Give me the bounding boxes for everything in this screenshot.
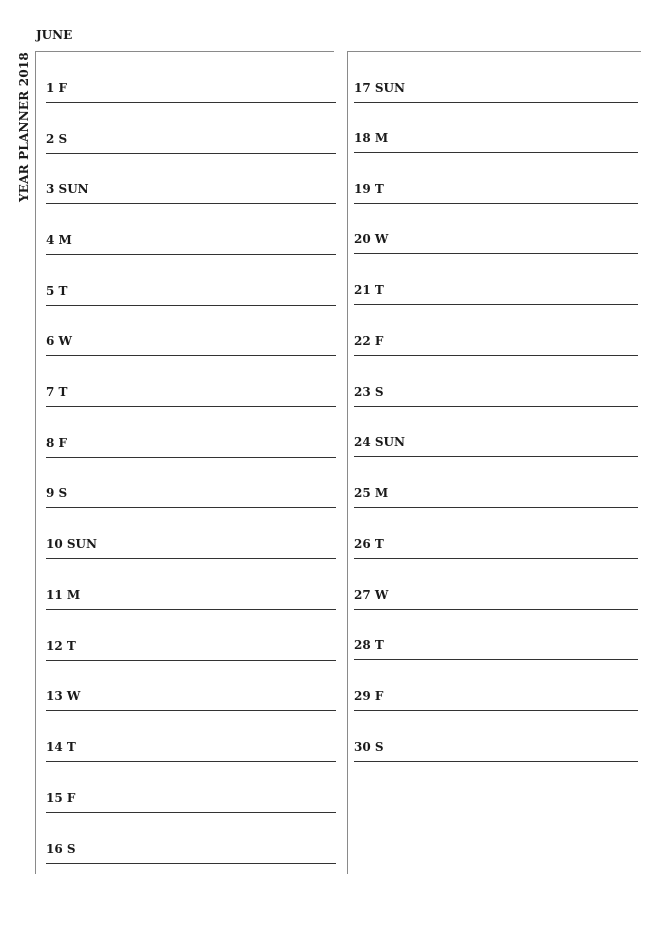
day-row-3[interactable]: 3 SUN bbox=[46, 179, 336, 204]
day-row-6[interactable]: 6 W bbox=[46, 331, 336, 356]
day-row-25[interactable]: 25 M bbox=[354, 483, 638, 508]
day-row-5[interactable]: 5 T bbox=[46, 281, 336, 306]
day-row-22[interactable]: 22 F bbox=[354, 331, 638, 356]
day-row-8[interactable]: 8 F bbox=[46, 433, 336, 458]
day-row-4[interactable]: 4 M bbox=[46, 230, 336, 255]
day-row-9[interactable]: 9 S bbox=[46, 483, 336, 508]
day-row-21[interactable]: 21 T bbox=[354, 280, 638, 305]
day-row-26[interactable]: 26 T bbox=[354, 534, 638, 559]
day-row-10[interactable]: 10 SUN bbox=[46, 534, 336, 559]
day-row-30[interactable]: 30 S bbox=[354, 737, 638, 762]
day-row-12[interactable]: 12 T bbox=[46, 636, 336, 661]
day-row-19[interactable]: 19 T bbox=[354, 179, 638, 204]
day-row-28[interactable]: 28 T bbox=[354, 635, 638, 660]
days-column-left bbox=[35, 51, 334, 874]
month-heading: JUNE bbox=[36, 28, 73, 42]
day-row-11[interactable]: 11 M bbox=[46, 585, 336, 610]
day-row-18[interactable]: 18 M bbox=[354, 128, 638, 153]
day-row-1[interactable]: 1 F bbox=[46, 78, 336, 103]
day-row-17[interactable]: 17 SUN bbox=[354, 78, 638, 103]
year-planner-title bbox=[15, 52, 33, 202]
day-row-14[interactable]: 14 T bbox=[46, 737, 336, 762]
days-column-right bbox=[347, 51, 641, 874]
day-row-15[interactable]: 15 F bbox=[46, 788, 336, 813]
day-row-23[interactable]: 23 S bbox=[354, 382, 638, 407]
day-row-7[interactable]: 7 T bbox=[46, 382, 336, 407]
day-row-20[interactable]: 20 W bbox=[354, 229, 638, 254]
day-row-27[interactable]: 27 W bbox=[354, 585, 638, 610]
day-row-24[interactable]: 24 SUN bbox=[354, 432, 638, 457]
year-planner-title-text: YEAR PLANNER 2018 bbox=[17, 52, 31, 202]
day-row-16[interactable]: 16 S bbox=[46, 839, 336, 864]
day-row-29[interactable]: 29 F bbox=[354, 686, 638, 711]
day-row-2[interactable]: 2 S bbox=[46, 129, 336, 154]
day-row-13[interactable]: 13 W bbox=[46, 686, 336, 711]
